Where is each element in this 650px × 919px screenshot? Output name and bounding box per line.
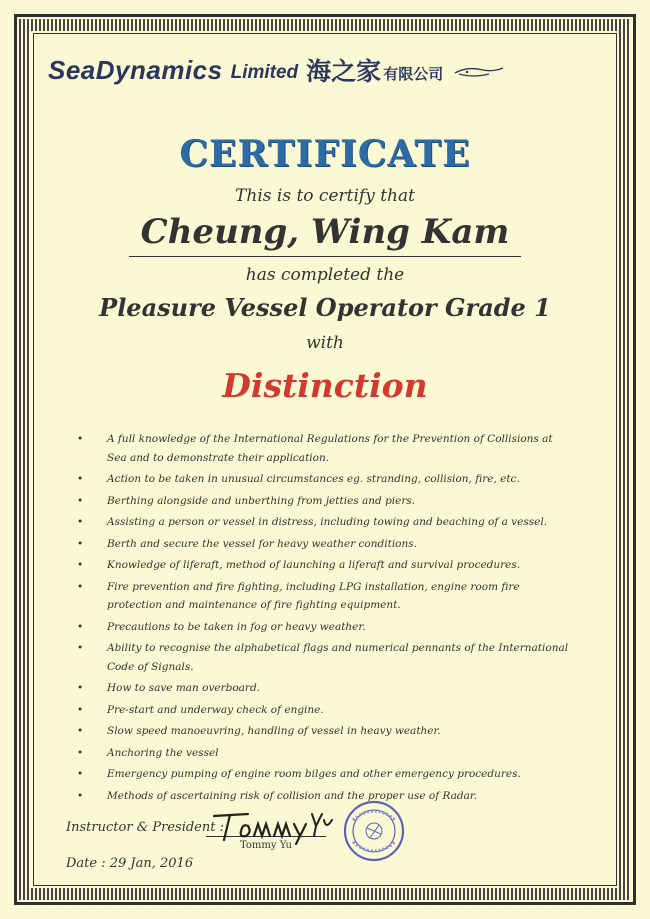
certify-text: This is to certify that	[235, 186, 415, 206]
skill-item	[77, 535, 572, 554]
skill-item	[77, 556, 572, 575]
issue-date: Date : 29 Jan, 2016	[66, 856, 194, 871]
skill-text: Berthing alongside and unberthing from jetties and piers.	[107, 494, 416, 507]
skill-text: Ability to recognise the alphabetical flags and numerical pennants of the International Code of Signals.	[107, 642, 569, 673]
skill-text: Slow speed manoeuvring, handling of vessel in heavy weather.	[107, 725, 441, 737]
skill-item	[77, 722, 572, 741]
skill-text: Methods of ascertaining risk of collision and the proper use of Radar.	[107, 789, 478, 802]
brand-name-chinese: 海之家	[306, 57, 382, 86]
bullet-icon: •	[77, 789, 84, 802]
company-seal	[343, 800, 405, 862]
with-text: with	[306, 333, 344, 353]
brand-suffix: Limited	[230, 61, 299, 83]
brand-suffix-chinese: 有限公司	[383, 64, 444, 83]
bullet-icon: •	[77, 642, 84, 654]
bullet-icon: •	[77, 703, 84, 716]
company-header	[48, 50, 608, 90]
course-name: Pleasure Vessel Operator Grade 1	[99, 293, 551, 322]
skill-text: Fire prevention and fire fighting, including LPG installation, engine room fire protection and maintenance of fire fighting equipment.	[107, 580, 520, 611]
skill-item	[77, 513, 572, 532]
skill-text: Emergency pumping of engine room bilges and other emergency procedures.	[107, 768, 521, 780]
boat-logo-icon	[453, 64, 505, 80]
skill-item	[77, 430, 572, 467]
bullet-icon: •	[77, 473, 84, 485]
bullet-icon: •	[77, 494, 84, 507]
skill-text: How to save man overboard.	[107, 682, 260, 694]
skill-item	[77, 618, 572, 637]
brand-name: SeaDynamics	[48, 54, 223, 85]
skill-text: Assisting a person or vessel in distress, including towing and beaching of a vessel.	[107, 516, 548, 528]
skill-text: Precautions to be taken in fog or heavy weather.	[107, 620, 366, 633]
skill-text: Knowledge of liferaft, method of launching a liferaft and survival procedures.	[107, 559, 521, 571]
skill-text: Pre-start and underway check of engine.	[107, 703, 324, 716]
bullet-icon: •	[77, 537, 84, 550]
bullet-icon: •	[77, 516, 84, 528]
certificate-title: CERTIFICATE	[179, 133, 471, 175]
skill-item	[77, 679, 572, 698]
skill-item	[77, 470, 572, 489]
bullet-icon: •	[77, 559, 84, 571]
skill-item	[77, 765, 572, 784]
bullet-icon: •	[77, 580, 84, 593]
skills-list	[77, 430, 572, 808]
skill-item	[77, 492, 572, 511]
skill-item	[77, 578, 572, 615]
award-level: Distinction	[222, 366, 428, 405]
skill-text: Action to be taken in unusual circumstances eg. stranding, collision, fire, etc.	[107, 473, 520, 485]
skill-item	[77, 639, 572, 676]
recipient-name: Cheung, Wing Kam	[129, 212, 522, 257]
instructor-label: Instructor & President :	[66, 820, 224, 835]
skill-item	[77, 787, 572, 806]
skill-text: Anchoring the vessel	[107, 746, 219, 759]
bullet-icon: •	[77, 682, 84, 694]
bullet-icon: •	[77, 768, 84, 780]
recipient-block	[0, 212, 650, 257]
bullet-icon: •	[77, 433, 84, 445]
signatory-name: Tommy Yu	[240, 840, 292, 851]
bullet-icon: •	[77, 725, 84, 737]
bullet-icon: •	[77, 620, 84, 633]
bullet-icon: •	[77, 746, 84, 759]
skill-item	[77, 701, 572, 720]
skill-item	[77, 744, 572, 763]
skill-text: A full knowledge of the International Regulations for the Prevention of Collisions at Sea and to demonstrate their application.	[107, 433, 553, 464]
skill-text: Berth and secure the vessel for heavy weather conditions.	[107, 537, 417, 550]
completed-text: has completed the	[245, 265, 405, 285]
